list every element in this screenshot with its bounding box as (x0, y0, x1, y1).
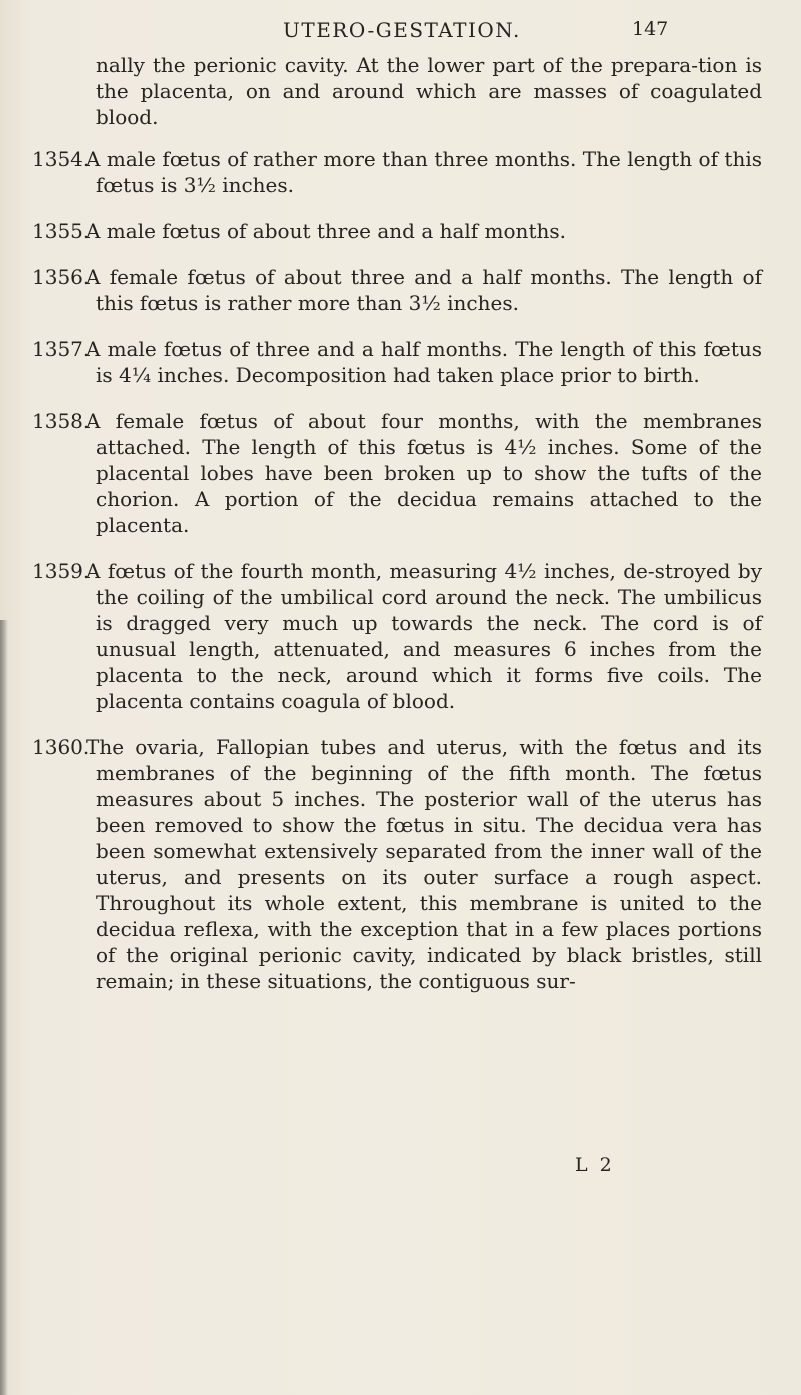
entry-text: A male fœtus of about three and a half months. (86, 219, 566, 243)
running-head: UTERO-GESTATION. (283, 18, 521, 42)
entry-text: A male fœtus of rather more than three months. The length of this fœtus is 3½ inches. (86, 147, 762, 197)
catalogue-entry-1354 (32, 146, 762, 198)
entry-number: 1358. (32, 409, 90, 433)
catalogue-entry-1356 (32, 264, 762, 316)
entry-text: The ovaria, Fallopian tubes and uterus, with the fœtus and its membranes of the beginning of the fifth month. The fœtus measures about 5 inches. The posterior wall of the uterus has been removed to show the fœtus in situ. The decidua vera has been somewhat extensively separated from the inner wall of the uterus, and presents on its outer surface a rough aspect. Throughout its whole extent, this membrane is united to the decidua reflexa, with the exception that in a few places portions of the original perionic cavity, indicated by black bristles, still remain; in these situations, the contiguous sur- (86, 735, 762, 993)
catalogue-entry-1360 (32, 734, 762, 994)
entry-number: 1359. (32, 559, 90, 583)
binding-shadow (0, 620, 8, 1395)
entry-text: A fœtus of the fourth month, measuring 4½ inches, de-stroyed by the coiling of the umbilical cord around the neck. The umbilicus is dragged very much up towards the neck. The cord is of unusual length, attenuated, and measures 6 inches from the placenta to the neck, around which it forms five coils. The placenta contains coagula of blood. (86, 559, 762, 713)
entry-text: A female fœtus of about three and a half months. The length of this fœtus is rather more than 3½ inches. (86, 265, 762, 315)
entry-number: 1357. (32, 337, 90, 361)
signature-mark: L 2 (575, 1154, 615, 1176)
catalogue-entry-1358 (32, 408, 762, 538)
entry-number: 1360. (32, 735, 90, 759)
page-number: 147 (632, 18, 669, 40)
catalogue-entry-1355 (32, 218, 762, 244)
entry-number: 1356. (32, 265, 90, 289)
continued-paragraph: nally the perionic cavity. At the lower part of the prepara-tion is the placenta, on and around which are masses of coagulated blood. (96, 53, 762, 129)
entry-number: 1355. (32, 219, 90, 243)
catalogue-entry-1357 (32, 336, 762, 388)
catalogue-text (32, 52, 762, 1014)
entry-text: A male fœtus of three and a half months. The length of this fœtus is 4¼ inches. Decomposition had taken place prior to birth. (86, 337, 762, 387)
page-header (0, 14, 801, 44)
entry-number: 1354. (32, 147, 90, 171)
entry-text: A female fœtus of about four months, with the membranes attached. The length of this fœtus is 4½ inches. Some of the placental lobes have been broken up to show the tufts of the chorion. A portion of the decidua remains attached to the placenta. (86, 409, 762, 537)
catalogue-entry-1359 (32, 558, 762, 714)
